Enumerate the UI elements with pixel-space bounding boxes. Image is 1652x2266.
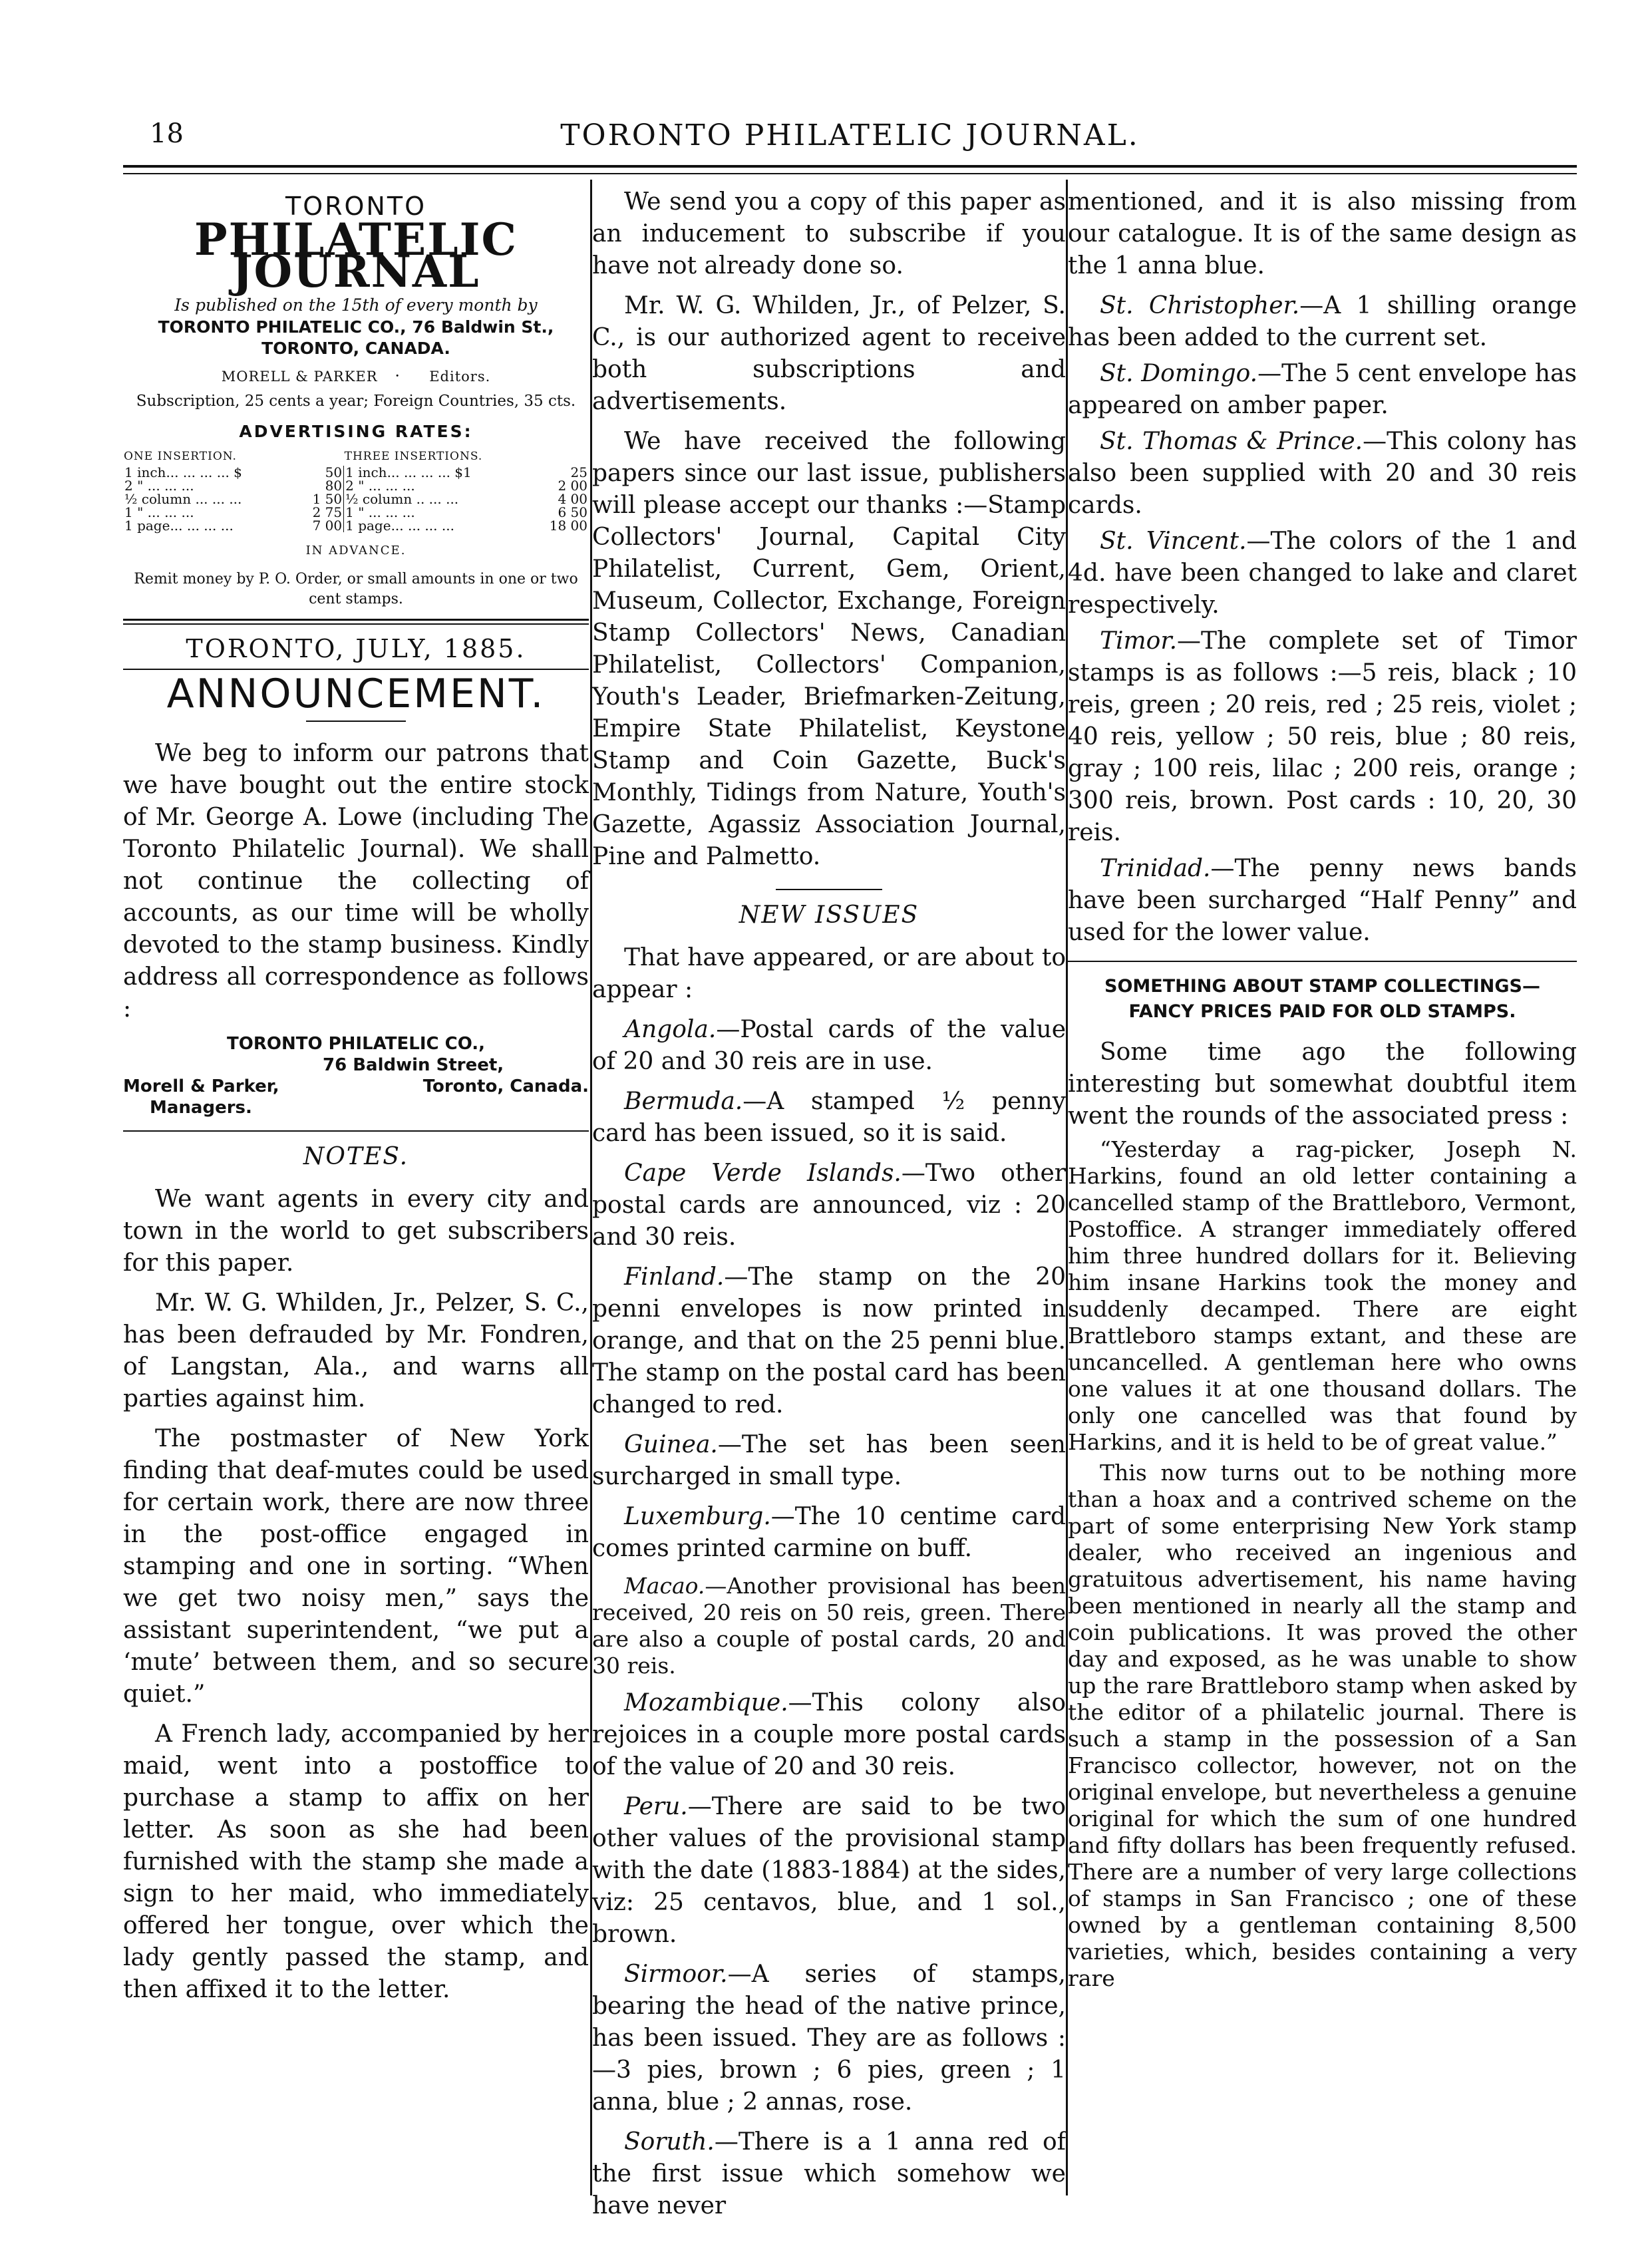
address-line: Managers. — [150, 1098, 252, 1118]
issue-country: Macao. — [624, 1573, 705, 1599]
notes-paragraph: The postmaster of New York finding that deaf-mutes could be used for certain work, there are now three in the post-office engaged in stamping and one in sorting. “When we get two noisy men,” says the assistant superintendent, “we put a ‘mute’ between them, and so secure quiet.” — [123, 1425, 589, 1708]
issue-country: Timor. — [1100, 627, 1178, 655]
issue-item — [1068, 426, 1577, 522]
remit-note: Remit money by P. O. Order, or small amounts in one or two cent stamps. — [134, 571, 578, 607]
rate-price: 6 50 — [558, 504, 587, 520]
issue-country: St. Domingo. — [1100, 360, 1258, 387]
rate-size: 2 " ... ... ... — [345, 478, 415, 494]
rate-size: 1 inch... ... ... ... $ — [124, 464, 242, 480]
intro-paragraph: Mr. W. G. Whilden, Jr., of Pelzer, S. C., is our authorized agent to receive both subscriptions and advertisements. — [592, 292, 1066, 415]
masthead-publisher: TORONTO PHILATELIC CO., 76 Baldwin St., — [158, 317, 554, 337]
one-insertion-header: ONE INSERTION. — [124, 450, 237, 463]
issue-country: Cape Verde Islands. — [624, 1160, 902, 1187]
column-2 — [592, 186, 1066, 2219]
issue-country: Mozambique. — [624, 1689, 788, 1716]
address-block — [123, 1033, 589, 1118]
issue-text: —Two other postal cards are announced, viz : 20 and 30 reis. — [592, 1160, 1066, 1251]
rate-price: 7 00 — [297, 519, 344, 532]
address-line: TORONTO PHILATELIC CO., — [226, 1034, 485, 1054]
announcement-heading: ANNOUNCEMENT. — [166, 671, 546, 717]
issue-country: Luxemburg. — [624, 1503, 771, 1530]
masthead-editors: MORELL & PARKER · Editors. — [221, 367, 491, 385]
rate-row — [123, 466, 589, 479]
issue-country: Trinidad. — [1100, 855, 1211, 882]
masthead-published: Is published on the 15th of every month by — [174, 295, 538, 315]
article-intro: Some time ago the following interesting but somewhat doubtful item went the rounds of the associated press : — [1068, 1039, 1577, 1130]
section-rule — [123, 619, 589, 621]
issue-item — [592, 1014, 1066, 1078]
issue-text: —This colony has also been supplied with 20 and 30 reis cards. — [1068, 428, 1577, 519]
in-advance: IN ADVANCE. — [305, 544, 407, 558]
rate-size: 1 inch... ... ... ... $1 — [345, 464, 472, 480]
issue-item — [592, 2126, 1066, 2222]
issue-item — [592, 1959, 1066, 2118]
issue-text: —A 1 shilling orange has been added to the current set. — [1068, 292, 1577, 351]
rate-row — [123, 519, 589, 532]
address-city: Toronto, Canada. — [422, 1076, 589, 1096]
rate-row — [123, 479, 589, 492]
address-line: 76 Baldwin Street, — [323, 1055, 504, 1075]
announcement-body: We beg to inform our patrons that we have bought out the entire stock of Mr. George A. Lowe (including The Toronto Philatelic Journal). We shall not continue the collecting of accounts, as our time will be wholly devoted to the stamp business. Kindly address all correspondence as follows : — [123, 740, 589, 1023]
issue-text: —The stamp on the 20 penni envelopes is now printed in orange, and that on the 25 penni blue. The stamp on the postal card has been changed to red. — [592, 1263, 1066, 1418]
advertising-rates-heading: ADVERTISING RATES: — [239, 422, 473, 441]
issue-country: Finland. — [624, 1263, 725, 1291]
issue-item — [592, 1791, 1066, 1951]
issue-item — [592, 1158, 1066, 1253]
short-rule — [306, 721, 406, 722]
section-rule-thin — [123, 1130, 589, 1132]
issue-item — [592, 1429, 1066, 1493]
issue-item — [1068, 853, 1577, 949]
header-rule — [123, 165, 1577, 168]
issue-text: —The 10 centime card comes printed carmine on buff. — [592, 1503, 1066, 1562]
issue-text: —The complete set of Timor stamps is as follows :—5 reis, black ; 10 reis, green ; 20 reis, red ; 25 reis, violet ; 40 reis, yellow ; 50 reis, blue ; 80 reis, gray ; 100 reis, lilac ; 200 reis, orange ; 300 reis, brown. Post cards : 10, 20, 30 reis. — [1068, 627, 1577, 846]
masthead-city: TORONTO, CANADA. — [261, 339, 450, 358]
intro-paragraph: We have received the following papers since our last issue, publishers will please accept our thanks :—Stamp Collectors' Journal, Capital City Philatelist, Current, Gem, Orient, Museum, Collector, Exchange, Foreign Stamp Collectors' News, Canadian Philatelist, Collectors' Companion, Youth's Leader, Briefmarken-Zeitung, Empire State Philatelist, Keystone Stamp and Coin Gazette, Buck's Monthly, Tidings from Nature, Youth's Gazette, Agassiz Association Journal, Pine and Palmetto. — [592, 428, 1066, 870]
rate-row — [123, 506, 589, 519]
rate-price: 1 50 — [297, 492, 344, 506]
rate-size: ½ column ... ... ... — [124, 491, 242, 507]
section-rule-thin — [123, 669, 589, 670]
rate-price: 80 — [297, 479, 344, 492]
issue-item — [1068, 625, 1577, 849]
rate-size: ½ column .. ... ... — [345, 491, 459, 507]
rate-price: 2 75 — [297, 506, 344, 519]
issue-country: St. Vincent. — [1100, 528, 1247, 555]
editors-names: MORELL & PARKER — [221, 369, 378, 385]
issue-text: —This colony also rejoices in a couple more postal cards of the value of 20 and 30 reis. — [592, 1689, 1066, 1780]
rate-price: 2 00 — [558, 478, 587, 494]
section-rule-thin — [1068, 961, 1577, 962]
article-heading-line: SOMETHING ABOUT STAMP COLLECTINGS— — [1104, 976, 1540, 997]
issue-country: Soruth. — [624, 2128, 715, 2156]
address-row — [123, 1076, 589, 1097]
new-issues-heading: NEW ISSUES — [739, 901, 919, 929]
issue-country: Guinea. — [624, 1431, 718, 1458]
issue-text: —The set has been seen surcharged in small type. — [592, 1431, 1066, 1490]
article-body: This now turns out to be nothing more than a hoax and a contrived scheme on the part of some enterprising New York stamp dealer, who received an ingenious and gratuitous advertisement, his name having been mentioned in nearly all the stamp and coin publications. It was proved the other day and exposed, as he was unable to show up the rare Brattleboro stamp when asked by the editor of a philatelic journal. There is such a stamp in the possession of a San Francisco collector, however, not on the original envelope, but nevertheless a genuine original for which the sum of one hundred and fifty dollars has been frequently refused. There are a number of very large collections of stamps in San Francisco ; one of these owned by a gentleman containing 8,500 varieties, which, besides containing a very rare — [1068, 1460, 1577, 1991]
issue-item — [1068, 290, 1577, 354]
rate-price: 4 00 — [558, 491, 587, 507]
notes-paragraph: A French lady, accompanied by her maid, went into a postoffice to purchase a stamp to affix on her letter. As soon as she had been furnished with the stamp she made a sign to her maid, who immediately offered her tongue, over which the lady gently passed the stamp, and then affixed it to the letter. — [123, 1720, 589, 2003]
new-issues-intro: That have appeared, or are about to appear : — [592, 944, 1066, 1003]
article-heading-line: FANCY PRICES PAID FOR OLD STAMPS. — [1128, 1001, 1516, 1022]
issue-text: —There are said to be two other values of the provisional stamp with the date (1883-1884) at the sides, viz: 25 centavos, blue, and 1 sol., brown. — [592, 1793, 1066, 1948]
dateline: TORONTO, JULY, 1885. — [186, 634, 526, 663]
issue-item — [592, 1086, 1066, 1150]
issue-text: —There is a 1 anna red of the first issue which somehow we have never — [592, 2128, 1066, 2219]
issue-country: Bermuda. — [624, 1088, 743, 1115]
issue-text: —A series of stamps, bearing the head of the native prince, has been issued. They are as follows :—3 pies, brown ; 6 pies, green ; 1 anna, blue ; 2 annas, rose. — [592, 1961, 1066, 2116]
issue-country: St. Thomas & Prince. — [1100, 428, 1363, 455]
issue-item — [1068, 358, 1577, 422]
issue-text: —Postal cards of the value of 20 and 30 reis are in use. — [592, 1016, 1066, 1075]
notes-heading: NOTES. — [303, 1143, 409, 1170]
page-number: 18 — [150, 118, 184, 149]
running-title: TORONTO PHILATELIC JOURNAL. — [560, 118, 1140, 152]
rate-price: 50 — [297, 466, 344, 479]
notes-paragraph: We want agents in every city and town in the world to get subscribers for this paper. — [123, 1186, 589, 1277]
issue-item — [592, 1501, 1066, 1565]
short-rule — [776, 889, 882, 890]
issue-text: —A stamped ½ penny card has been issued, so it is said. — [592, 1088, 1066, 1147]
issue-text: —The 5 cent envelope has appeared on amber paper. — [1068, 360, 1577, 419]
intro-paragraph: We send you a copy of this paper as an inducement to subscribe if you have not already done so. — [592, 188, 1066, 279]
article-quote: “Yesterday a rag-picker, Joseph N. Harkins, found an old letter containing a cancelled stamp of the Brattleboro, Vermont, Postoffice. A stranger immediately offered him three hundred dollars for it. Believing him insane Harkins took the money and suddenly decamped. There are eight Brattleboro stamps extant, and these are uncancelled. A gentleman here who owns one values it at one thousand dollars. The only one cancelled was that found by Harkins, and it is held to be of great value.” — [1068, 1136, 1577, 1455]
rate-size: 1 page... ... ... ... — [124, 518, 234, 534]
rate-size: 1 " ... ... ... — [124, 504, 194, 520]
rate-size: 2 " ... ... ... — [124, 478, 194, 494]
issue-text: —The colors of the 1 and 4d. have been changed to lake and claret respectively. — [1068, 528, 1577, 619]
issue-country: Peru. — [624, 1793, 688, 1820]
rate-price: 25 — [570, 464, 587, 480]
article-heading — [1068, 974, 1577, 1025]
rate-size: 1 page... ... ... ... — [345, 518, 454, 534]
rate-row — [123, 492, 589, 506]
issue-item — [592, 1573, 1066, 1679]
rate-size: 1 " ... ... ... — [345, 504, 415, 520]
issue-country: St. Christopher. — [1100, 292, 1300, 319]
column-1 — [123, 186, 589, 2202]
issue-text: —Another provisional has been received, 20 reis on 50 reis, green. There are also a couple of postal cards, 20 and 30 reis. — [592, 1573, 1066, 1679]
subscription-line: Subscription, 25 cents a year; Foreign Countries, 35 cts. — [136, 393, 576, 410]
rate-price: 18 00 — [549, 518, 587, 534]
editors-label: Editors. — [429, 369, 491, 385]
issue-country: Sirmoor. — [624, 1961, 728, 1988]
notes-paragraph: Mr. W. G. Whilden, Jr., Pelzer, S. C., has been defrauded by Mr. Fondren, of Langstan, Ala., and warns all parties against him. — [123, 1289, 589, 1412]
section-rule-thin — [123, 623, 589, 625]
issue-item — [1068, 526, 1577, 621]
header-rule-thin — [123, 173, 1577, 174]
continuation-paragraph: mentioned, and it is also missing from our catalogue. It is of the same design as the 1 anna blue. — [1068, 188, 1577, 279]
masthead-title: PHILATELIC JOURNAL — [194, 214, 518, 297]
column-3 — [1068, 186, 1577, 2202]
masthead-toronto: TORONTO — [285, 192, 426, 221]
advertising-rates-table — [123, 449, 589, 532]
running-header — [123, 113, 1577, 160]
address-managers-name: Morell & Parker, — [123, 1076, 279, 1096]
issue-country: Angola. — [624, 1016, 717, 1043]
issue-text: —The penny news bands have been surcharged “Half Penny” and used for the lower value. — [1068, 855, 1577, 946]
three-insertions-header: THREE INSERTIONS. — [344, 450, 483, 463]
journal-page — [123, 113, 1577, 2219]
issue-item — [592, 1687, 1066, 1783]
issue-item — [592, 1261, 1066, 1421]
